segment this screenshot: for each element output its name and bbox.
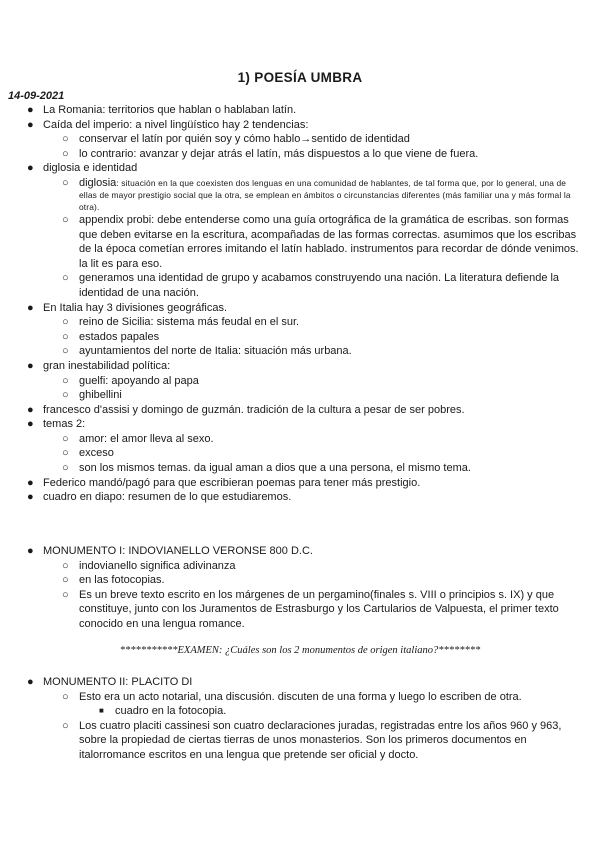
hollow-bullet-icon: ○ bbox=[62, 719, 69, 732]
list-item: ○ Los cuatro placiti cassinesi son cuatro declaraciones juradas, registradas entre los años 960 y 963, sobre la propiedad de ciertas tierras de unos monasterios. Son los primeros documentos en italorromance escritos en una lengua que pretende ser oficial y docto. bbox=[62, 719, 562, 761]
list-item: ○ lo contrario: avanzar y dejar atrás el latín, más dispuestos a lo que viene de fuera. bbox=[62, 147, 479, 160]
bullet-icon: ● bbox=[27, 403, 34, 416]
hollow-bullet-icon: ○ bbox=[62, 690, 69, 703]
diglosia-definition: : situación en la que coexisten dos lenguas en una comunidad de hablantes, de tal forma que, por lo general, una de ellas de mayor prestigio social que la otra, se emplean en ámbitos o circunstancias diferentes (más familiar una y más formal la otra). bbox=[79, 177, 571, 212]
hollow-bullet-icon: ○ bbox=[62, 330, 69, 343]
bullet-icon: ● bbox=[27, 162, 34, 175]
list-item: ○ appendix probi: debe entenderse como una guía ortográfica de la gramática de escribas. son formas que deben evitarse en la escritura, acompañadas de las formas correctas. asumimos que los escribas de la época cometían errores imitando el latín hablado. instrumentos para recordar de dónde venimos. la lit es para eso. bbox=[62, 213, 579, 270]
list-item: ○ generamos una identidad de grupo y acabamos construyendo una nación. La literatura defiende la identidad de una nación. bbox=[62, 272, 560, 299]
section-heading: ● MONUMENTO I: INDOVIANELLO VERONSE 800 D.C. bbox=[27, 545, 313, 557]
list-item: ● La Romania: territorios que hablan o hablaban latín. bbox=[27, 104, 297, 116]
square-bullet-icon: ■ bbox=[99, 706, 104, 716]
exam-note: ***********EXAMEN: ¿Cuáles son los 2 monumentos de origen italiano?******** bbox=[119, 645, 481, 656]
list-item: ● francesco d'assisi y domingo de guzmán. tradición de la cultura a pesar de ser pobres. bbox=[27, 403, 465, 416]
hollow-bullet-icon: ○ bbox=[62, 588, 69, 601]
section-heading: ● MONUMENTO II: PLACITO DI bbox=[27, 676, 193, 688]
bullet-icon: ● bbox=[27, 491, 34, 504]
hollow-bullet-icon: ○ bbox=[62, 147, 69, 160]
list-item: ○ ayuntamientos del norte de Italia: situación más urbana. bbox=[62, 345, 352, 358]
list-item: ○ reino de Sicilia: sistema más feudal en el sur. bbox=[62, 316, 300, 329]
list-item: ○ amor: el amor lleva al sexo. bbox=[62, 432, 214, 445]
hollow-bullet-icon: ○ bbox=[62, 389, 69, 402]
list-item: ○ Esto era un acto notarial, una discusión. discuten de una forma y luego lo escriben de otra. bbox=[62, 690, 522, 703]
hollow-bullet-icon: ○ bbox=[62, 574, 69, 587]
notes-list bbox=[0, 103, 600, 505]
hollow-bullet-icon: ○ bbox=[62, 316, 69, 329]
hollow-bullet-icon: ○ bbox=[62, 559, 69, 572]
list-item: ■ cuadro en la fotocopia. bbox=[99, 705, 227, 718]
list-item: ○ Es un breve texto escrito en los márgenes de un pergamino(finales s. VIII o principios s. IX) y que constituye, junto con los Juramentos de Estrasburgo y los Cartularios de Valpuesta, el primer texto conocido en una lengua romance. bbox=[62, 588, 559, 630]
bullet-icon: ● bbox=[27, 676, 34, 688]
hollow-bullet-icon: ○ bbox=[62, 432, 69, 445]
list-item: ○ indovianello significa adivinanza bbox=[62, 559, 236, 572]
monumento-1-section bbox=[0, 544, 600, 632]
hollow-bullet-icon: ○ bbox=[62, 272, 69, 285]
hollow-bullet-icon: ○ bbox=[62, 345, 69, 358]
list-item: ○ en las fotocopias. bbox=[62, 574, 165, 587]
hollow-bullet-icon: ○ bbox=[62, 447, 69, 460]
bullet-icon: ● bbox=[27, 476, 34, 489]
bullet-icon: ● bbox=[27, 118, 34, 131]
bullet-icon: ● bbox=[27, 301, 34, 314]
list-item: ● gran inestabilidad política: bbox=[27, 359, 171, 372]
list-item: ○ ghibellini bbox=[62, 389, 122, 402]
date-label: 14-09-2021 bbox=[8, 90, 65, 102]
list-item: ○ son los mismos temas. da igual aman a dios que a una persona, el mismo tema. bbox=[62, 462, 471, 475]
hollow-bullet-icon: ○ bbox=[62, 176, 69, 189]
list-item: ● Caída del imperio: a nivel lingüístico hay 2 tendencias: bbox=[27, 118, 309, 131]
list-item: ● temas 2: bbox=[27, 418, 86, 431]
page-title: 1) POESÍA UMBRA bbox=[237, 70, 363, 85]
bullet-icon: ● bbox=[27, 359, 34, 372]
list-item: ○ exceso bbox=[62, 447, 114, 460]
bullet-icon: ● bbox=[27, 545, 34, 557]
list-item: ● cuadro en diapo: resumen de lo que estudiaremos. bbox=[27, 491, 292, 504]
hollow-bullet-icon: ○ bbox=[62, 374, 69, 387]
list-item: ○ guelfi: apoyando al papa bbox=[62, 374, 199, 387]
hollow-bullet-icon: ○ bbox=[62, 213, 69, 226]
bullet-icon: ● bbox=[27, 104, 34, 116]
list-item: ○ conservar el latín por quién soy y cómo hablo→sentido de identidad bbox=[62, 133, 410, 146]
hollow-bullet-icon: ○ bbox=[62, 462, 69, 475]
list-item: ● diglosia e identidad bbox=[27, 162, 138, 175]
list-item: ○ estados papales bbox=[62, 330, 160, 343]
list-item: ● En Italia hay 3 divisiones geográficas. bbox=[27, 301, 228, 314]
monumento-2-section bbox=[0, 675, 600, 763]
list-item-diglosia: ○ diglosia: situación en la que coexisten dos lenguas en una comunidad de hablantes, de tal forma que, por lo general, una de ellas de mayor prestigio social que la otra, se emplean en ámbitos o circunstancias diferentes (más familiar una y más formal la otra). bbox=[62, 176, 571, 212]
bullet-icon: ● bbox=[27, 418, 34, 431]
hollow-bullet-icon: ○ bbox=[62, 133, 69, 146]
list-item: ● Federico mandó/pagó para que escribieran poemas para tener más prestigio. bbox=[27, 476, 421, 489]
